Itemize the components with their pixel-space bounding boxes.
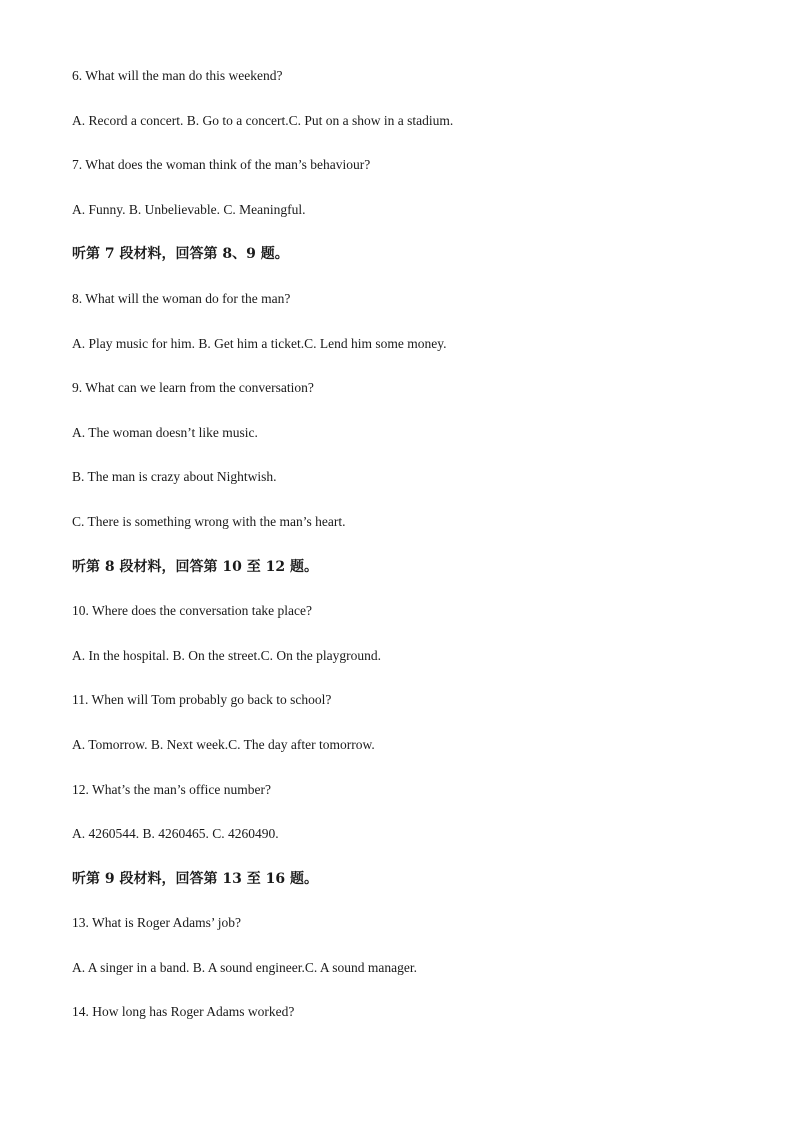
section-heading-9: 听第 9 段材料，回答第 13 至 16 题。 <box>72 870 318 887</box>
question-11: 11. When will Tom probably go back to school? <box>72 692 332 708</box>
question-14: 14. How long has Roger Adams worked? <box>72 1004 295 1020</box>
document-page <box>72 66 732 1047</box>
section-heading-8: 听第 8 段材料，回答第 10 至 12 题。 <box>72 558 318 575</box>
options-6: A. Record a concert. B. Go to a concert.C. Put on a show in a stadium. <box>72 112 454 128</box>
options-8: A. Play music for him. B. Get him a ticket.C. Lend him some money. <box>72 335 447 351</box>
option-9b: B. The man is crazy about Nightwish. <box>72 469 277 485</box>
options-13: A. A singer in a band. B. A sound engineer.C. A sound manager. <box>72 959 417 975</box>
options-10: A. In the hospital. B. On the street.C. On the playground. <box>72 647 381 663</box>
question-7: 7. What does the woman think of the man’s behaviour? <box>72 157 371 173</box>
question-8: 8. What will the woman do for the man? <box>72 290 291 306</box>
question-6: 6. What will the man do this weekend? <box>72 68 283 83</box>
question-12: 12. What’s the man’s office number? <box>72 781 271 797</box>
section-heading-7: 听第 7 段材料，回答第 8、9 题。 <box>72 246 289 263</box>
option-9c: C. There is something wrong with the man’s heart. <box>72 513 346 529</box>
options-12: A. 4260544. B. 4260465. C. 4260490. <box>72 826 279 842</box>
options-11: A. Tomorrow. B. Next week.C. The day after tomorrow. <box>72 736 375 752</box>
option-9a: A. The woman doesn’t like music. <box>72 424 258 440</box>
options-7: A. Funny. B. Unbelievable. C. Meaningful. <box>72 201 306 217</box>
question-9: 9. What can we learn from the conversation? <box>72 380 314 396</box>
question-10: 10. Where does the conversation take place? <box>72 603 313 619</box>
question-13: 13. What is Roger Adams’ job? <box>72 915 241 931</box>
